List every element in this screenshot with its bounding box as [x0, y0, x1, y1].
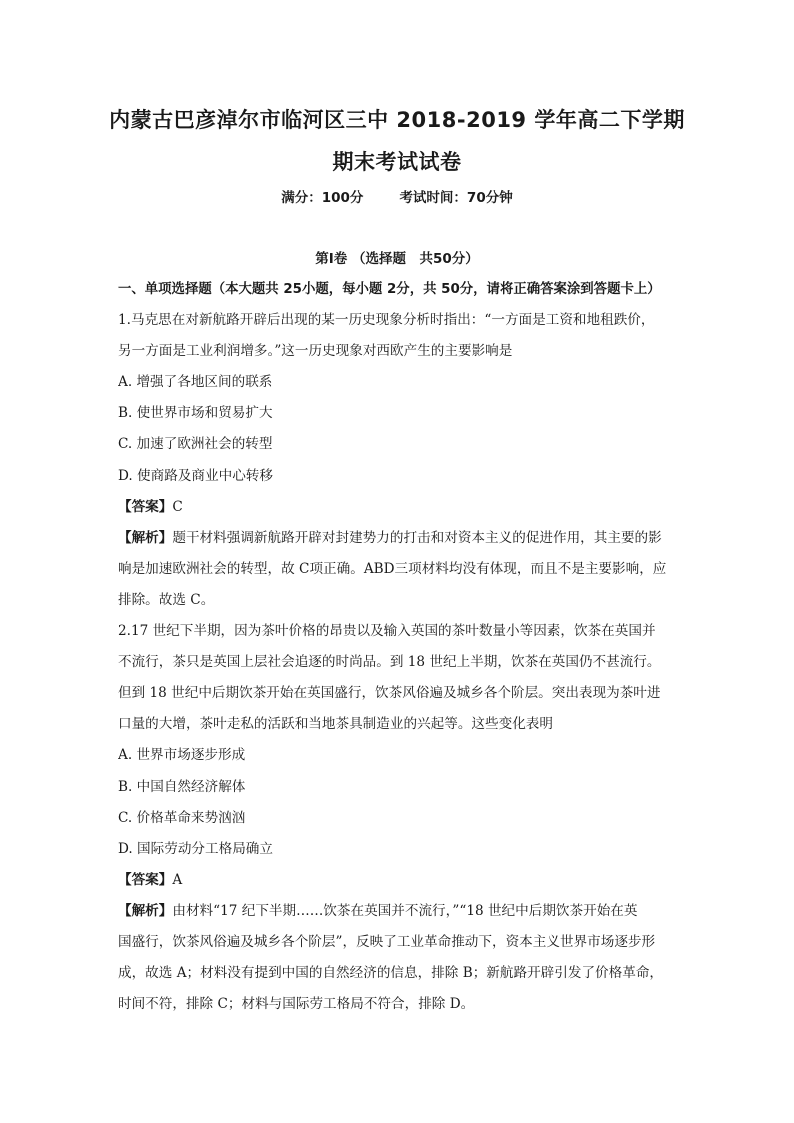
- option-c: C. 加速了欧洲社会的转型: [118, 436, 273, 453]
- section-title: 第Ⅰ卷 （选择题 共50分）: [315, 251, 479, 267]
- question-stem-line: 2.17 世纪下半期，因为茶叶价格的昂贵以及输入英国的茶叶数量小等因素，饮茶在英国并: [118, 623, 656, 640]
- option-a: A. 世界市场逐步形成: [118, 747, 246, 764]
- exam-content: [118, 274, 690, 1020]
- exam-title-line1: 内蒙古巴彦淖尔市临河区三中 2018-2019 学年高二下学期: [109, 108, 685, 132]
- analysis-tag: 【解析】: [118, 902, 173, 919]
- analysis-line: 排除。故选 C。: [118, 591, 215, 608]
- answer-tag: 【答案】: [118, 871, 173, 888]
- question-stem-line: 另一方面是工业利润增多。”这一历史现象对西欧产生的主要影响是: [118, 343, 513, 360]
- option-c: C. 价格革命来势汹汹: [118, 809, 246, 826]
- question-stem-line: 不流行，茶只是英国上层社会追逐的时尚品。到 18 世纪上半期，饮茶在英国仍不甚流行。: [118, 654, 661, 671]
- analysis-text: 由材料“17 纪下半期……饮茶在英国并不流行，”“18 世纪中后期饮茶开始在英: [172, 902, 638, 919]
- question-stem-line: 1.马克思在对新航路开辟后出现的某一历史现象分析时指出：“一方面是工资和地租跌价，: [118, 312, 655, 329]
- analysis-tag: 【解析】: [118, 529, 173, 546]
- answer-line: [118, 865, 690, 896]
- answer-value: C: [172, 498, 183, 515]
- full-score: 满分：100分: [281, 190, 364, 206]
- option-d: D. 使商路及商业中心转移: [118, 467, 273, 484]
- question-stem-line: 但到 18 世纪中后期饮茶开始在英国盛行，饮茶风俗遍及城乡各个阶层。突出表现为茶叶进: [118, 685, 661, 702]
- section-instruction: 一、单项选择题（本大题共 25小题，每小题 2分，共 50分，请将正确答案涂到答题卡上）: [118, 282, 661, 297]
- analysis-line: 成，故选 A；材料没有提到中国的自然经济的信息，排除 B；新航路开辟引发了价格革命，: [118, 965, 664, 982]
- option-b: B. 中国自然经济解体: [118, 778, 246, 795]
- question-stem-line: 口量的大增，茶叶走私的活跃和当地茶具制造业的兴起等。这些变化表明: [118, 716, 553, 733]
- analysis-line: [118, 523, 690, 554]
- exam-meta: [0, 186, 794, 206]
- analysis-line: 时间不符，排除 C；材料与国际劳工格局不符合，排除 D。: [118, 996, 475, 1013]
- analysis-text: 题干材料强调新航路开辟对封建势力的打击和对资本主义的促进作用，其主要的影: [172, 529, 662, 546]
- answer-line: [118, 492, 690, 523]
- exam-time: 考试时间：70分钟: [399, 190, 513, 206]
- answer-tag: 【答案】: [118, 498, 173, 515]
- option-b: B. 使世界市场和贸易扩大: [118, 405, 273, 422]
- option-a: A. 增强了各地区间的联系: [118, 374, 273, 391]
- option-d: D. 国际劳动分工格局确立: [118, 840, 273, 857]
- analysis-line: 国盛行，饮茶风俗遍及城乡各个阶层”，反映了工业革命推动下，资本主义世界市场逐步形: [118, 933, 656, 950]
- analysis-line: 响是加速欧洲社会的转型，故 C项正确。ABD三项材料均没有体现，而且不是主要影响，应: [118, 560, 667, 577]
- analysis-line: [118, 896, 690, 927]
- exam-title-line2: 期末考试试卷: [332, 150, 462, 174]
- answer-value: A: [172, 871, 183, 888]
